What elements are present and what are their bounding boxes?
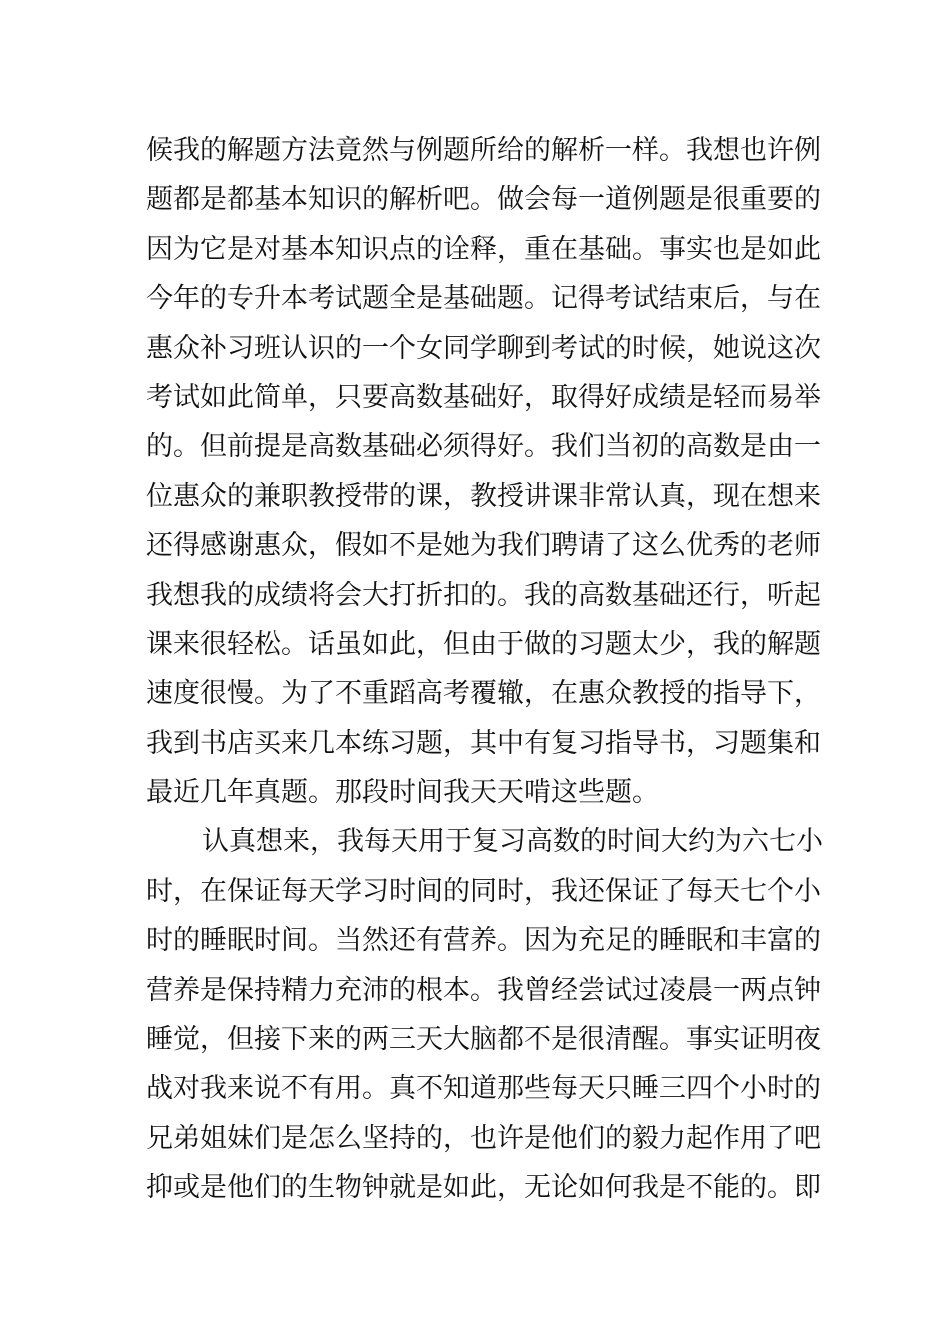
text-line: 最近几年真题。那段时间我天天啃这些题。 <box>146 777 659 809</box>
text-line: 考试如此简单，只要高数基础好，取得好成绩是轻而易举 <box>146 381 821 413</box>
text-line: 还得感谢惠众，假如不是她为我们聘请了这么优秀的老师 <box>146 530 821 562</box>
text-line: 抑或是他们的生物钟就是如此，无论如何我是不能的。即 <box>146 1172 821 1204</box>
text-line: 我想我的成绩将会大打折扣的。我的高数基础还行，听起 <box>146 579 821 611</box>
text-line: 速度很慢。为了不重蹈高考覆辙，在惠众教授的指导下， <box>146 678 821 710</box>
text-line: 惠众补习班认识的一个女同学聊到考试的时候，她说这次 <box>146 332 821 364</box>
text-line: 因为它是对基本知识点的诠释，重在基础。事实也是如此 <box>146 233 821 265</box>
text-line: 位惠众的兼职教授带的课，教授讲课非常认真，现在想来 <box>146 480 821 512</box>
text-line: 的。但前提是高数基础必须得好。我们当初的高数是由一 <box>146 431 821 463</box>
text-line: 候我的解题方法竟然与例题所给的解析一样。我想也许例 <box>146 135 821 166</box>
text-line: 我到书店买来几本练习题，其中有复习指导书，习题集和 <box>146 727 821 759</box>
text-line: 时的睡眠时间。当然还有营养。因为充足的睡眠和丰富的 <box>146 925 821 957</box>
text-line: 认真想来，我每天用于复习高数的时间大约为六七小 <box>202 826 823 858</box>
text-line: 课来很轻松。话虽如此，但由于做的习题太少，我的解题 <box>146 628 821 660</box>
text-line: 时，在保证每天学习时间的同时，我还保证了每天七个小 <box>146 875 821 907</box>
paragraph-2 <box>146 817 823 1212</box>
text-line: 兄弟姐妹们是怎么坚持的，也许是他们的毅力起作用了吧 <box>146 1122 821 1154</box>
body-text <box>146 126 823 1213</box>
text-line: 营养是保持精力充沛的根本。我曾经尝试过凌晨一两点钟 <box>146 974 821 1006</box>
text-line: 题都是都基本知识的解析吧。做会每一道例题是很重要的 <box>146 184 821 216</box>
text-line: 睡觉，但接下来的两三天大脑都不是很清醒。事实证明夜 <box>146 1024 821 1056</box>
paragraph-1 <box>146 126 821 817</box>
text-line: 战对我来说不有用。真不知道那些每天只睡三四个小时的 <box>146 1073 821 1105</box>
text-line: 今年的专升本考试题全是基础题。记得考试结束后，与在 <box>146 283 821 315</box>
